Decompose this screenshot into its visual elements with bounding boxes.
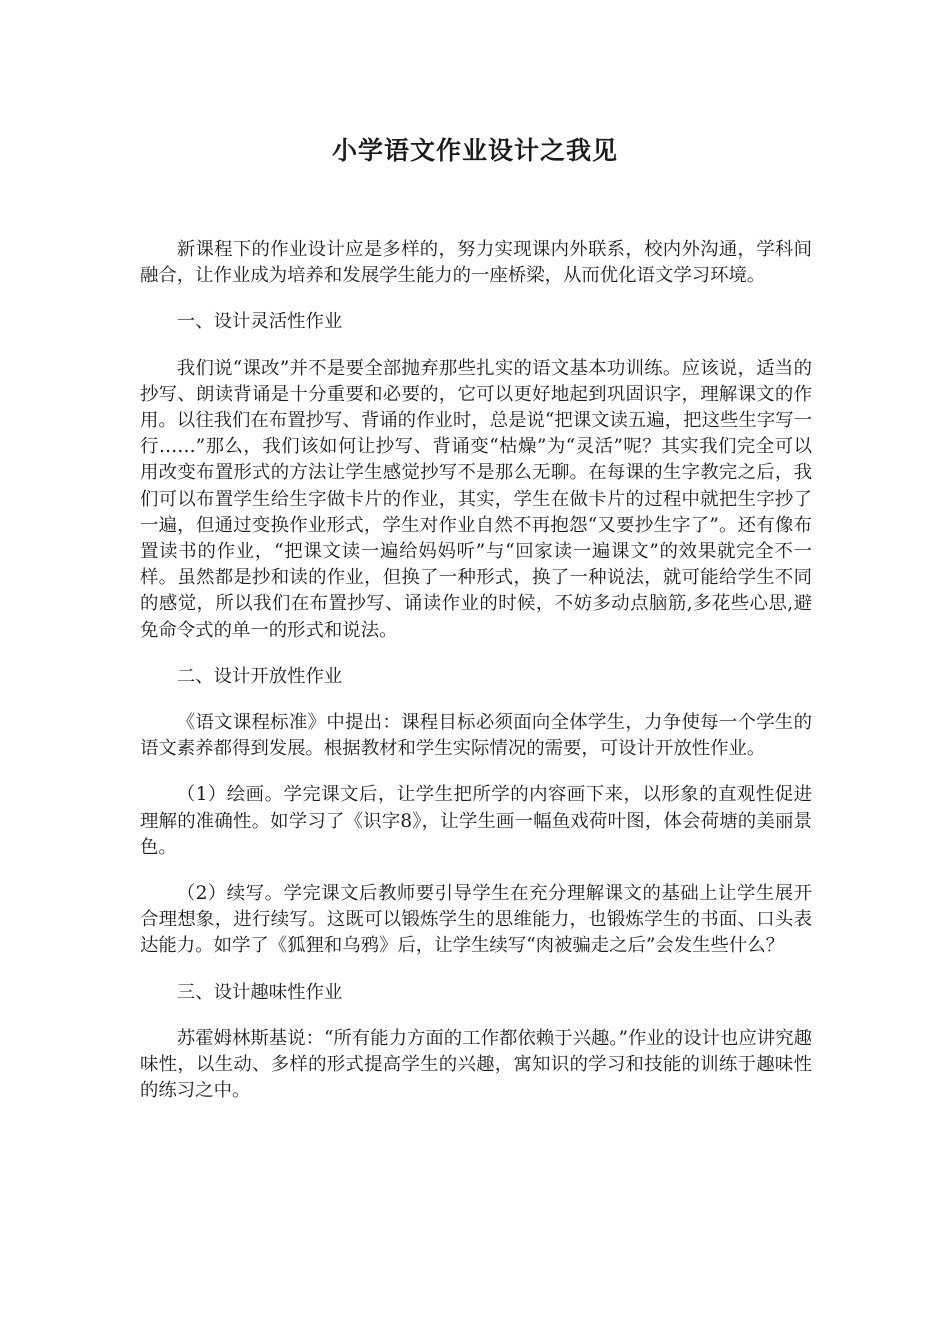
paragraph-drawing: （1）绘画。学完课文后，让学生把所学的内容画下来，以形象的直观性促进理解的准确性。如学习了《识字8》，让学生画一幅鱼戏荷叶图，体会荷塘的美丽景色。 <box>140 784 812 858</box>
paragraph-intro: 新课程下的作业设计应是多样的，努力实现课内外联系，校内外沟通，学科间融合，让作业成为培养和发展学生能力的一座桥梁，从而优化语文学习环境。 <box>140 239 812 287</box>
document-title: 小学语文作业设计之我见 <box>331 136 618 165</box>
paragraph-open-homework: 《语文课程标准》中提出：课程目标必须面向全体学生，力争使每一个学生的语文素养都得到发展。根据教材和学生实际情况的需要，可设计开放性作业。 <box>140 712 812 760</box>
section-heading-1: 一、设计灵活性作业 <box>176 311 343 333</box>
document-body <box>140 237 812 1124</box>
section-heading-3: 三、设计趣味性作业 <box>176 981 343 1003</box>
paragraph-flexible-homework: 我们说“课改”并不是要全部抛弃那些扎实的语文基本功训练。应该说，适当的抄写、朗读背诵是十分重要和必要的，它可以更好地起到巩固识字，理解课文的作用。以往我们在布置抄写、背诵的作业时，总是说“把课文读五遍，把这些生字写一行……”那么，我们该如何让抄写、背诵变“枯燥”为“灵活”呢？其实我们完全可以用改变布置形式的方法让学生感觉抄写不是那么无聊。在每课的生字教完之后，我们可以布置学生给生字做卡片的作业，其实，学生在做卡片的过程中就把生字抄了一遍，但通过变换作业形式，学生对作业自然不再抱怨“又要抄生字了”。还有像布置读书的作业，“把课文读一遍给妈妈听”与“回家读一遍课文”的效果就完全不一样。虽然都是抄和读的作业，但换了一种形式，换了一种说法，就可能给学生不同的感觉，所以我们在布置抄写、诵读作业的时候，不妨多动点脑筋,多花些心思,避免命令式的单一的形式和说法。 <box>140 357 812 641</box>
paragraph-interesting-homework: 苏霍姆林斯基说：“所有能力方面的工作都依赖于兴趣。”作业的设计也应讲究趣味性，以生动、多样的形式提高学生的兴趣，寓知识的学习和技能的训练于趣味性的练习之中。 <box>140 1027 812 1102</box>
paragraph-continuation: （2）续写。学完课文后教师要引导学生在充分理解课文的基础上让学生展开合理想象，进行续写。这既可以锻炼学生的思维能力，也锻炼学生的书面、口头表达能力。如学了《狐狸和乌鸦》后，让学生续写“肉被骗走之后”会发生些什么？ <box>140 883 812 957</box>
section-heading-2: 二、设计开放性作业 <box>176 665 343 687</box>
